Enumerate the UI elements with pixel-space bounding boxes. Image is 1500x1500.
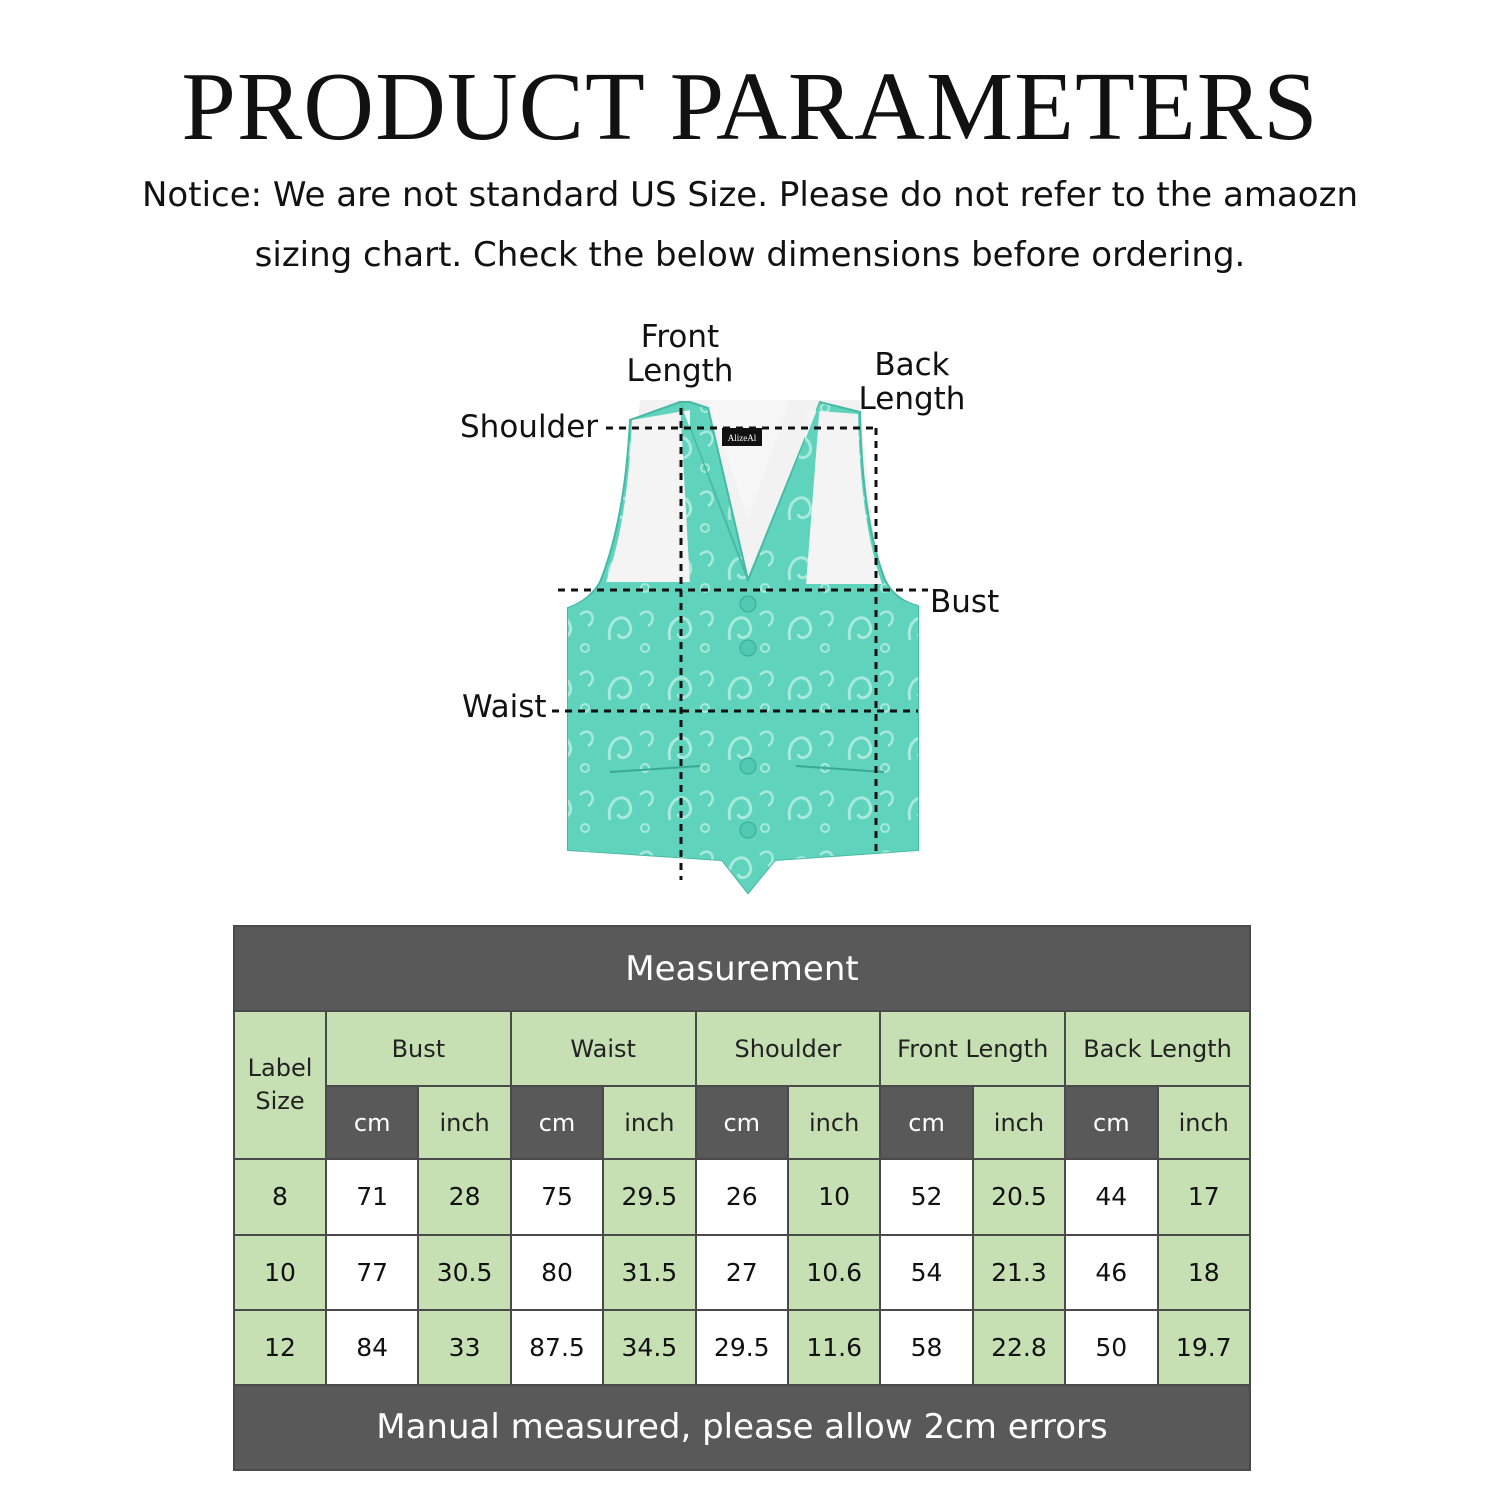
label-size-header-line2: Size: [255, 1087, 305, 1116]
vest-button: [740, 758, 756, 774]
group-header: Shoulder: [696, 1011, 881, 1086]
unit-header-cm: cm: [696, 1086, 788, 1159]
value-cell: 17: [1158, 1159, 1250, 1234]
value-cell: 10: [788, 1159, 880, 1234]
value-cell: 87.5: [511, 1310, 603, 1385]
group-header: Bust: [326, 1011, 511, 1086]
value-cell: 21.3: [973, 1235, 1065, 1310]
value-cell: 22.8: [973, 1310, 1065, 1385]
value-cell: 50: [1065, 1310, 1157, 1385]
value-cell: 29.5: [603, 1159, 695, 1234]
table-title: Measurement: [234, 926, 1250, 1011]
unit-header-cm: cm: [880, 1086, 972, 1159]
value-cell: 77: [326, 1235, 418, 1310]
unit-header-inch: inch: [1158, 1086, 1250, 1159]
value-cell: 11.6: [788, 1310, 880, 1385]
table-footer-note: Manual measured, please allow 2cm errors: [234, 1385, 1250, 1470]
vest-button: [740, 822, 756, 838]
value-cell: 54: [880, 1235, 972, 1310]
value-cell: 28: [418, 1159, 510, 1234]
value-cell: 44: [1065, 1159, 1157, 1234]
group-header: Waist: [511, 1011, 696, 1086]
unit-header-cm: cm: [1065, 1086, 1157, 1159]
value-cell: 71: [326, 1159, 418, 1234]
vest-lining-left: [606, 410, 690, 582]
brand-tag-text: AlizeAl: [727, 433, 757, 443]
value-cell: 30.5: [418, 1235, 510, 1310]
unit-header-inch: inch: [418, 1086, 510, 1159]
table-row: [234, 1310, 1250, 1385]
group-header: Front Length: [880, 1011, 1065, 1086]
value-cell: 84: [326, 1310, 418, 1385]
size-cell: 10: [234, 1235, 326, 1310]
value-cell: 10.6: [788, 1235, 880, 1310]
page-title: PRODUCT PARAMETERS: [181, 53, 1319, 161]
value-cell: 27: [696, 1235, 788, 1310]
value-cell: 31.5: [603, 1235, 695, 1310]
unit-header-cm: cm: [511, 1086, 603, 1159]
value-cell: 18: [1158, 1235, 1250, 1310]
front-length-label-line2: Length: [626, 353, 734, 389]
size-cell: 12: [234, 1310, 326, 1385]
value-cell: 19.7: [1158, 1310, 1250, 1385]
front-length-label: [620, 320, 740, 388]
waist-label: Waist: [462, 689, 547, 725]
value-cell: 80: [511, 1235, 603, 1310]
label-size-header-line1: Label: [247, 1054, 313, 1083]
shoulder-label: Shoulder: [460, 409, 599, 445]
value-cell: 75: [511, 1159, 603, 1234]
size-cell: 8: [234, 1159, 326, 1234]
unit-header-inch: inch: [973, 1086, 1065, 1159]
vest-button: [740, 640, 756, 656]
unit-header-cm: cm: [326, 1086, 418, 1159]
bust-label: Bust: [930, 584, 1000, 620]
front-length-label-line1: Front: [640, 319, 720, 355]
unit-header-inch: inch: [603, 1086, 695, 1159]
back-length-label-line2: Length: [858, 381, 966, 417]
label-size-header: [234, 1011, 326, 1159]
table-row: [234, 1235, 1250, 1310]
table-row: [234, 1159, 1250, 1234]
value-cell: 46: [1065, 1235, 1157, 1310]
value-cell: 20.5: [973, 1159, 1065, 1234]
value-cell: 29.5: [696, 1310, 788, 1385]
notice-line-1: Notice: We are not standard US Size. Please do not refer to the amaozn: [142, 175, 1358, 215]
value-cell: 26: [696, 1159, 788, 1234]
notice-line-2: sizing chart. Check the below dimensions before ordering.: [254, 235, 1246, 275]
back-length-label-line1: Back: [874, 347, 950, 383]
group-header: Back Length: [1065, 1011, 1250, 1086]
value-cell: 52: [880, 1159, 972, 1234]
value-cell: 33: [418, 1310, 510, 1385]
back-length-label: [852, 348, 972, 416]
value-cell: 34.5: [603, 1310, 695, 1385]
vest-button: [740, 596, 756, 612]
value-cell: 58: [880, 1310, 972, 1385]
measurement-table: [233, 925, 1251, 1471]
unit-header-inch: inch: [788, 1086, 880, 1159]
